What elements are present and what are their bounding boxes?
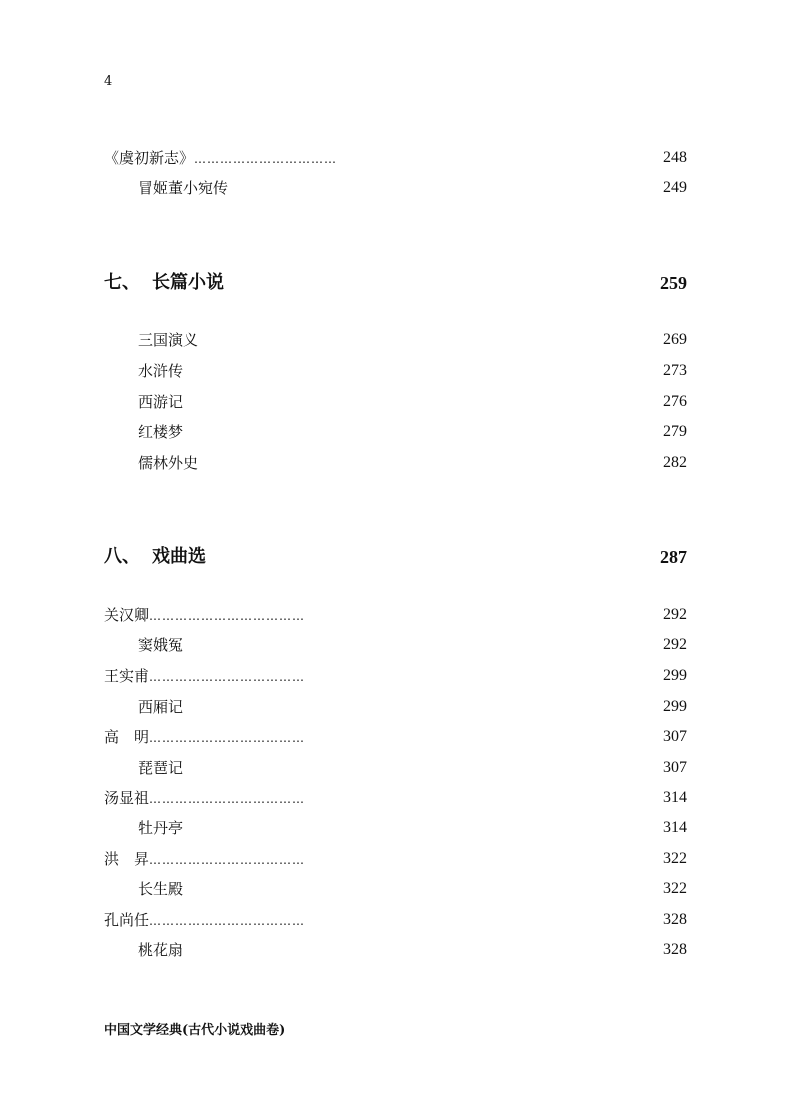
- entry-page: 279: [663, 423, 687, 440]
- section-number: 八、: [104, 546, 140, 567]
- toc-subentry: [104, 421, 687, 443]
- toc-subentry: [104, 391, 687, 413]
- entry-title: 三国演义: [138, 331, 199, 349]
- section-page: 287: [660, 547, 687, 567]
- leader-dots: ………………………………: [149, 792, 306, 806]
- entry-title: 西厢记: [138, 698, 184, 716]
- entry-page: 307: [663, 759, 687, 776]
- toc-subentry: [104, 878, 687, 900]
- entry-page: 322: [663, 850, 687, 867]
- entry-page: 299: [663, 698, 687, 715]
- toc-subentry: [104, 177, 687, 199]
- entry-title: 红楼梦: [138, 423, 184, 441]
- book-title-footer: 中国文学经典(古代小说戏曲卷): [104, 1023, 286, 1038]
- entry-title: 孔尚任: [104, 911, 150, 929]
- entry-title: 王实甫: [104, 667, 150, 685]
- entry-title: 《虞初新志》: [104, 149, 195, 167]
- leader-dots: ………………………………: [149, 731, 306, 745]
- entry-page: 248: [663, 149, 687, 166]
- toc-entry: [104, 726, 687, 748]
- entry-title: 水浒传: [138, 362, 184, 380]
- entry-title: 长生殿: [138, 880, 184, 898]
- leader-dots: ……………………………: [194, 152, 338, 166]
- section-heading-8: [104, 544, 687, 570]
- toc-subentry: [104, 939, 687, 961]
- toc-subentry: [104, 634, 687, 656]
- entry-page: 273: [663, 362, 687, 379]
- toc-entry: [104, 909, 687, 931]
- toc-entry: [104, 147, 687, 169]
- entry-title: 桃花扇: [138, 941, 184, 959]
- toc-subentry: [104, 360, 687, 382]
- toc-subentry: [104, 452, 687, 474]
- section-heading-7: [104, 270, 687, 296]
- toc-subentry: [104, 757, 687, 779]
- toc-entry: [104, 665, 687, 687]
- entry-page: 299: [663, 667, 687, 684]
- entry-page: 314: [663, 789, 687, 806]
- entry-page: 282: [663, 454, 687, 471]
- entry-title: 牡丹亭: [138, 819, 184, 837]
- entry-page: 328: [663, 911, 687, 928]
- entry-title: 冒姬董小宛传: [138, 179, 229, 197]
- entry-page: 322: [663, 880, 687, 897]
- toc-subentry: [104, 329, 687, 351]
- entry-page: 276: [663, 393, 687, 410]
- entry-page: 314: [663, 819, 687, 836]
- toc-subentry: [104, 696, 687, 718]
- toc-entry: [104, 604, 687, 626]
- entry-page: 307: [663, 728, 687, 745]
- toc-entry: [104, 787, 687, 809]
- entry-title: 洪 昇: [104, 850, 150, 868]
- entry-title: 西游记: [138, 393, 184, 411]
- section-number: 七、: [104, 272, 140, 293]
- leader-dots: ………………………………: [149, 914, 306, 928]
- page-number: 4: [104, 74, 113, 89]
- toc-subentry: [104, 817, 687, 839]
- entry-page: 292: [663, 636, 687, 653]
- entry-page: 249: [663, 179, 687, 196]
- section-page: 259: [660, 273, 687, 293]
- entry-title: 高 明: [104, 728, 150, 746]
- entry-page: 269: [663, 331, 687, 348]
- entry-title: 琵琶记: [138, 759, 184, 777]
- toc-entry: [104, 848, 687, 870]
- section-title: 长篇小说: [152, 272, 224, 293]
- entry-title: 儒林外史: [138, 454, 199, 472]
- entry-title: 窦娥冤: [138, 636, 184, 654]
- entry-page: 292: [663, 606, 687, 623]
- leader-dots: ………………………………: [149, 609, 306, 623]
- entry-title: 关汉卿: [104, 606, 150, 624]
- entry-title: 汤显祖: [104, 789, 150, 807]
- leader-dots: ………………………………: [149, 670, 306, 684]
- section-title: 戏曲选: [152, 546, 206, 567]
- entry-page: 328: [663, 941, 687, 958]
- leader-dots: ………………………………: [149, 853, 306, 867]
